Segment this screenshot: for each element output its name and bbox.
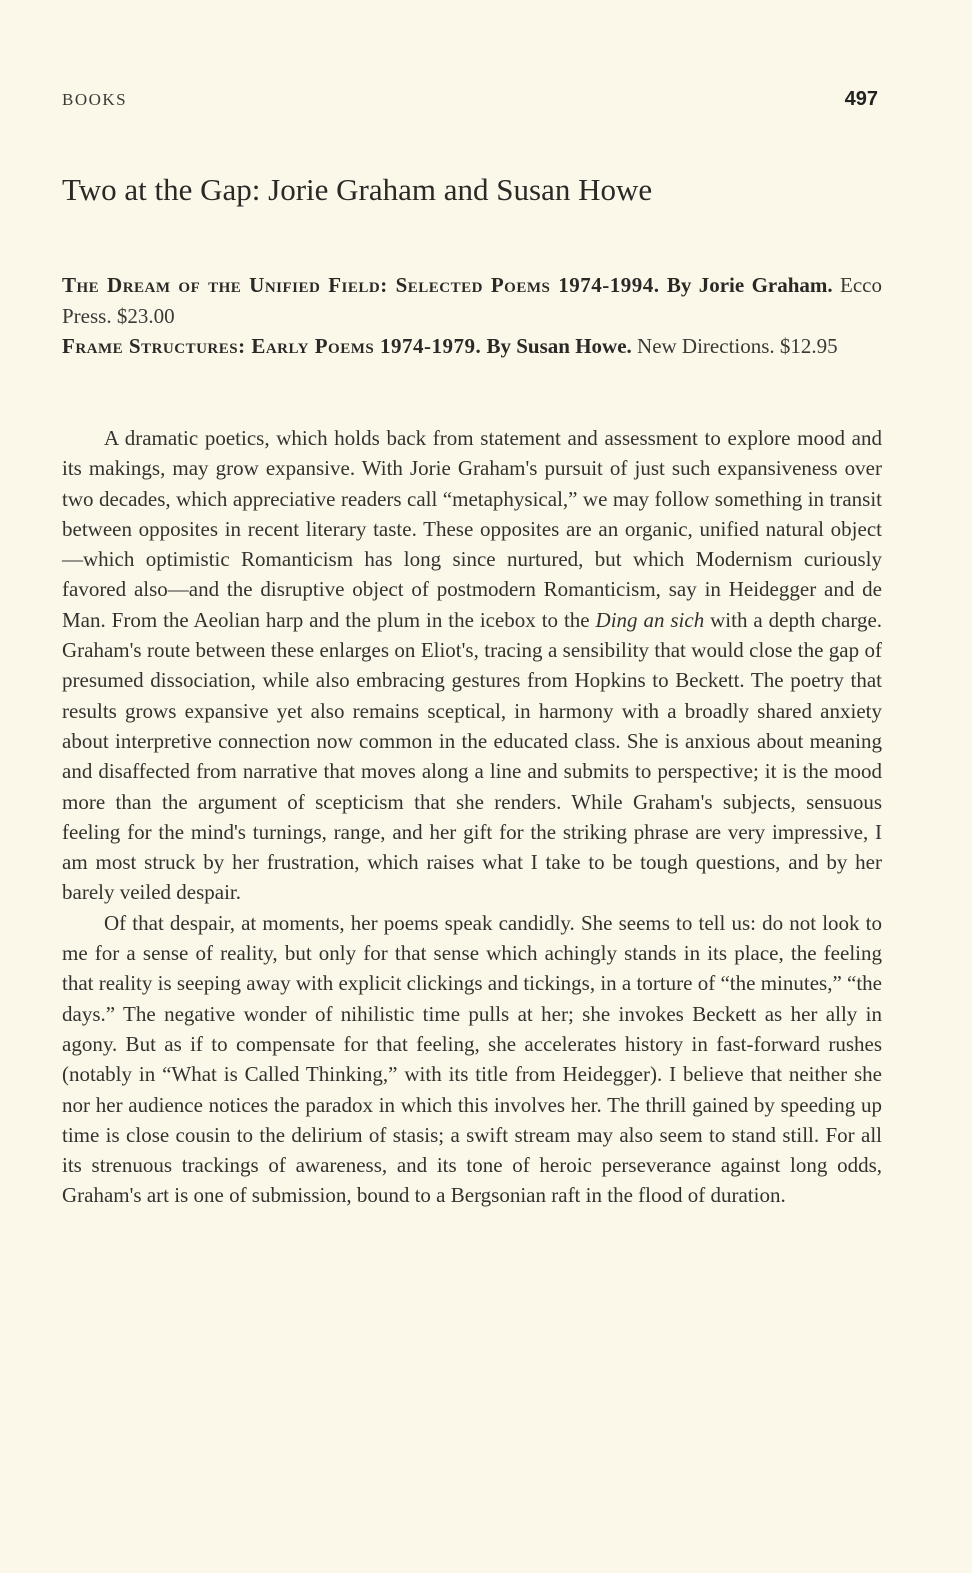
- article-body: [62, 423, 882, 1211]
- publisher-price: Ecco Press. $23.00: [62, 273, 883, 328]
- italic-phrase: Ding an sich: [595, 607, 705, 632]
- running-head: [62, 88, 882, 114]
- by-label: By: [486, 334, 511, 358]
- page-number: 497: [844, 88, 878, 110]
- book-title: Frame Structures: Early Poems 1974-1979.: [62, 334, 482, 358]
- paragraph-text: A dramatic poetics, which holds back from statement and assessment to explore mood and its makings, may grow expansive. With Jorie Graham's pursuit of just such expansiveness over two decades, which appreciative readers call “metaphysical,” we may follow something in transit between opposites in recent literary taste. These opposites are an organic, unified natural object—which optimistic Romanticism has long since nurtured, but which Modernism curiously favored also—and the disruptive object of postmodern Romanticism, say in Heidegger and de Man. From the Aeolian harp and the plum in the icebox to the: [62, 426, 882, 632]
- bibliography: [62, 270, 882, 362]
- article-title: Two at the Gap: Jorie Graham and Susan Howe: [62, 172, 653, 207]
- paragraph-text: with a depth charge. Graham's route between these enlarges on Eliot's, tracing a sensibility that would close the gap of presumed dissociation, while also embracing gestures from Hopkins to Beckett. The poetry that results grows expansive yet also remains sceptical, in harmony with a broadly shared anxiety about interpretive connection now common in the educated class. She is anxious about meaning and disaffected from narrative that moves along a line and submits to perspective; it is the mood more than the argument of scepticism that she renders. While Graham's subjects, sensuous feeling for the mind's turnings, range, and her gift for the striking phrase are very impressive, I am most struck by her frustration, which raises what I take to be tough questions, and by her barely veiled despair.: [62, 607, 883, 905]
- bib-entry: [62, 331, 882, 362]
- book-title: The Dream of the Unified Field: Selected Poems 1974-1994.: [62, 273, 660, 297]
- paragraph: [62, 423, 882, 908]
- by-label: By: [666, 273, 692, 297]
- bib-entry: [62, 270, 882, 331]
- author-name: Susan Howe.: [516, 334, 632, 358]
- author-name: Jorie Graham.: [698, 273, 833, 297]
- paragraph: Of that despair, at moments, her poems speak candidly. She seems to tell us: do not look to me for a sense of reality, but only for that sense which achingly stands in its place, the feeling that reality is seeping away with explicit clickings and tickings, in a torture of “the minutes,” “the days.” The negative wonder of nihilistic time pulls at her; she invokes Beckett as her ally in agony. But as if to compensate for that feeling, she accelerates history in fast-forward rushes (notably in “What is Called Thinking,” with its title from Heidegger). I believe that neither she nor her audience notices the paradox in which this involves her. The thrill gained by speeding up time is close cousin to the delirium of stasis; a swift stream may also seem to stand still. For all its strenuous trackings of awareness, and its tone of heroic perseverance against long odds, Graham's art is one of submission, bound to a Bergsonian raft in the flood of duration.: [62, 910, 882, 1208]
- section-name: BOOKS: [62, 90, 128, 109]
- publisher-price: New Directions. $12.95: [637, 334, 838, 358]
